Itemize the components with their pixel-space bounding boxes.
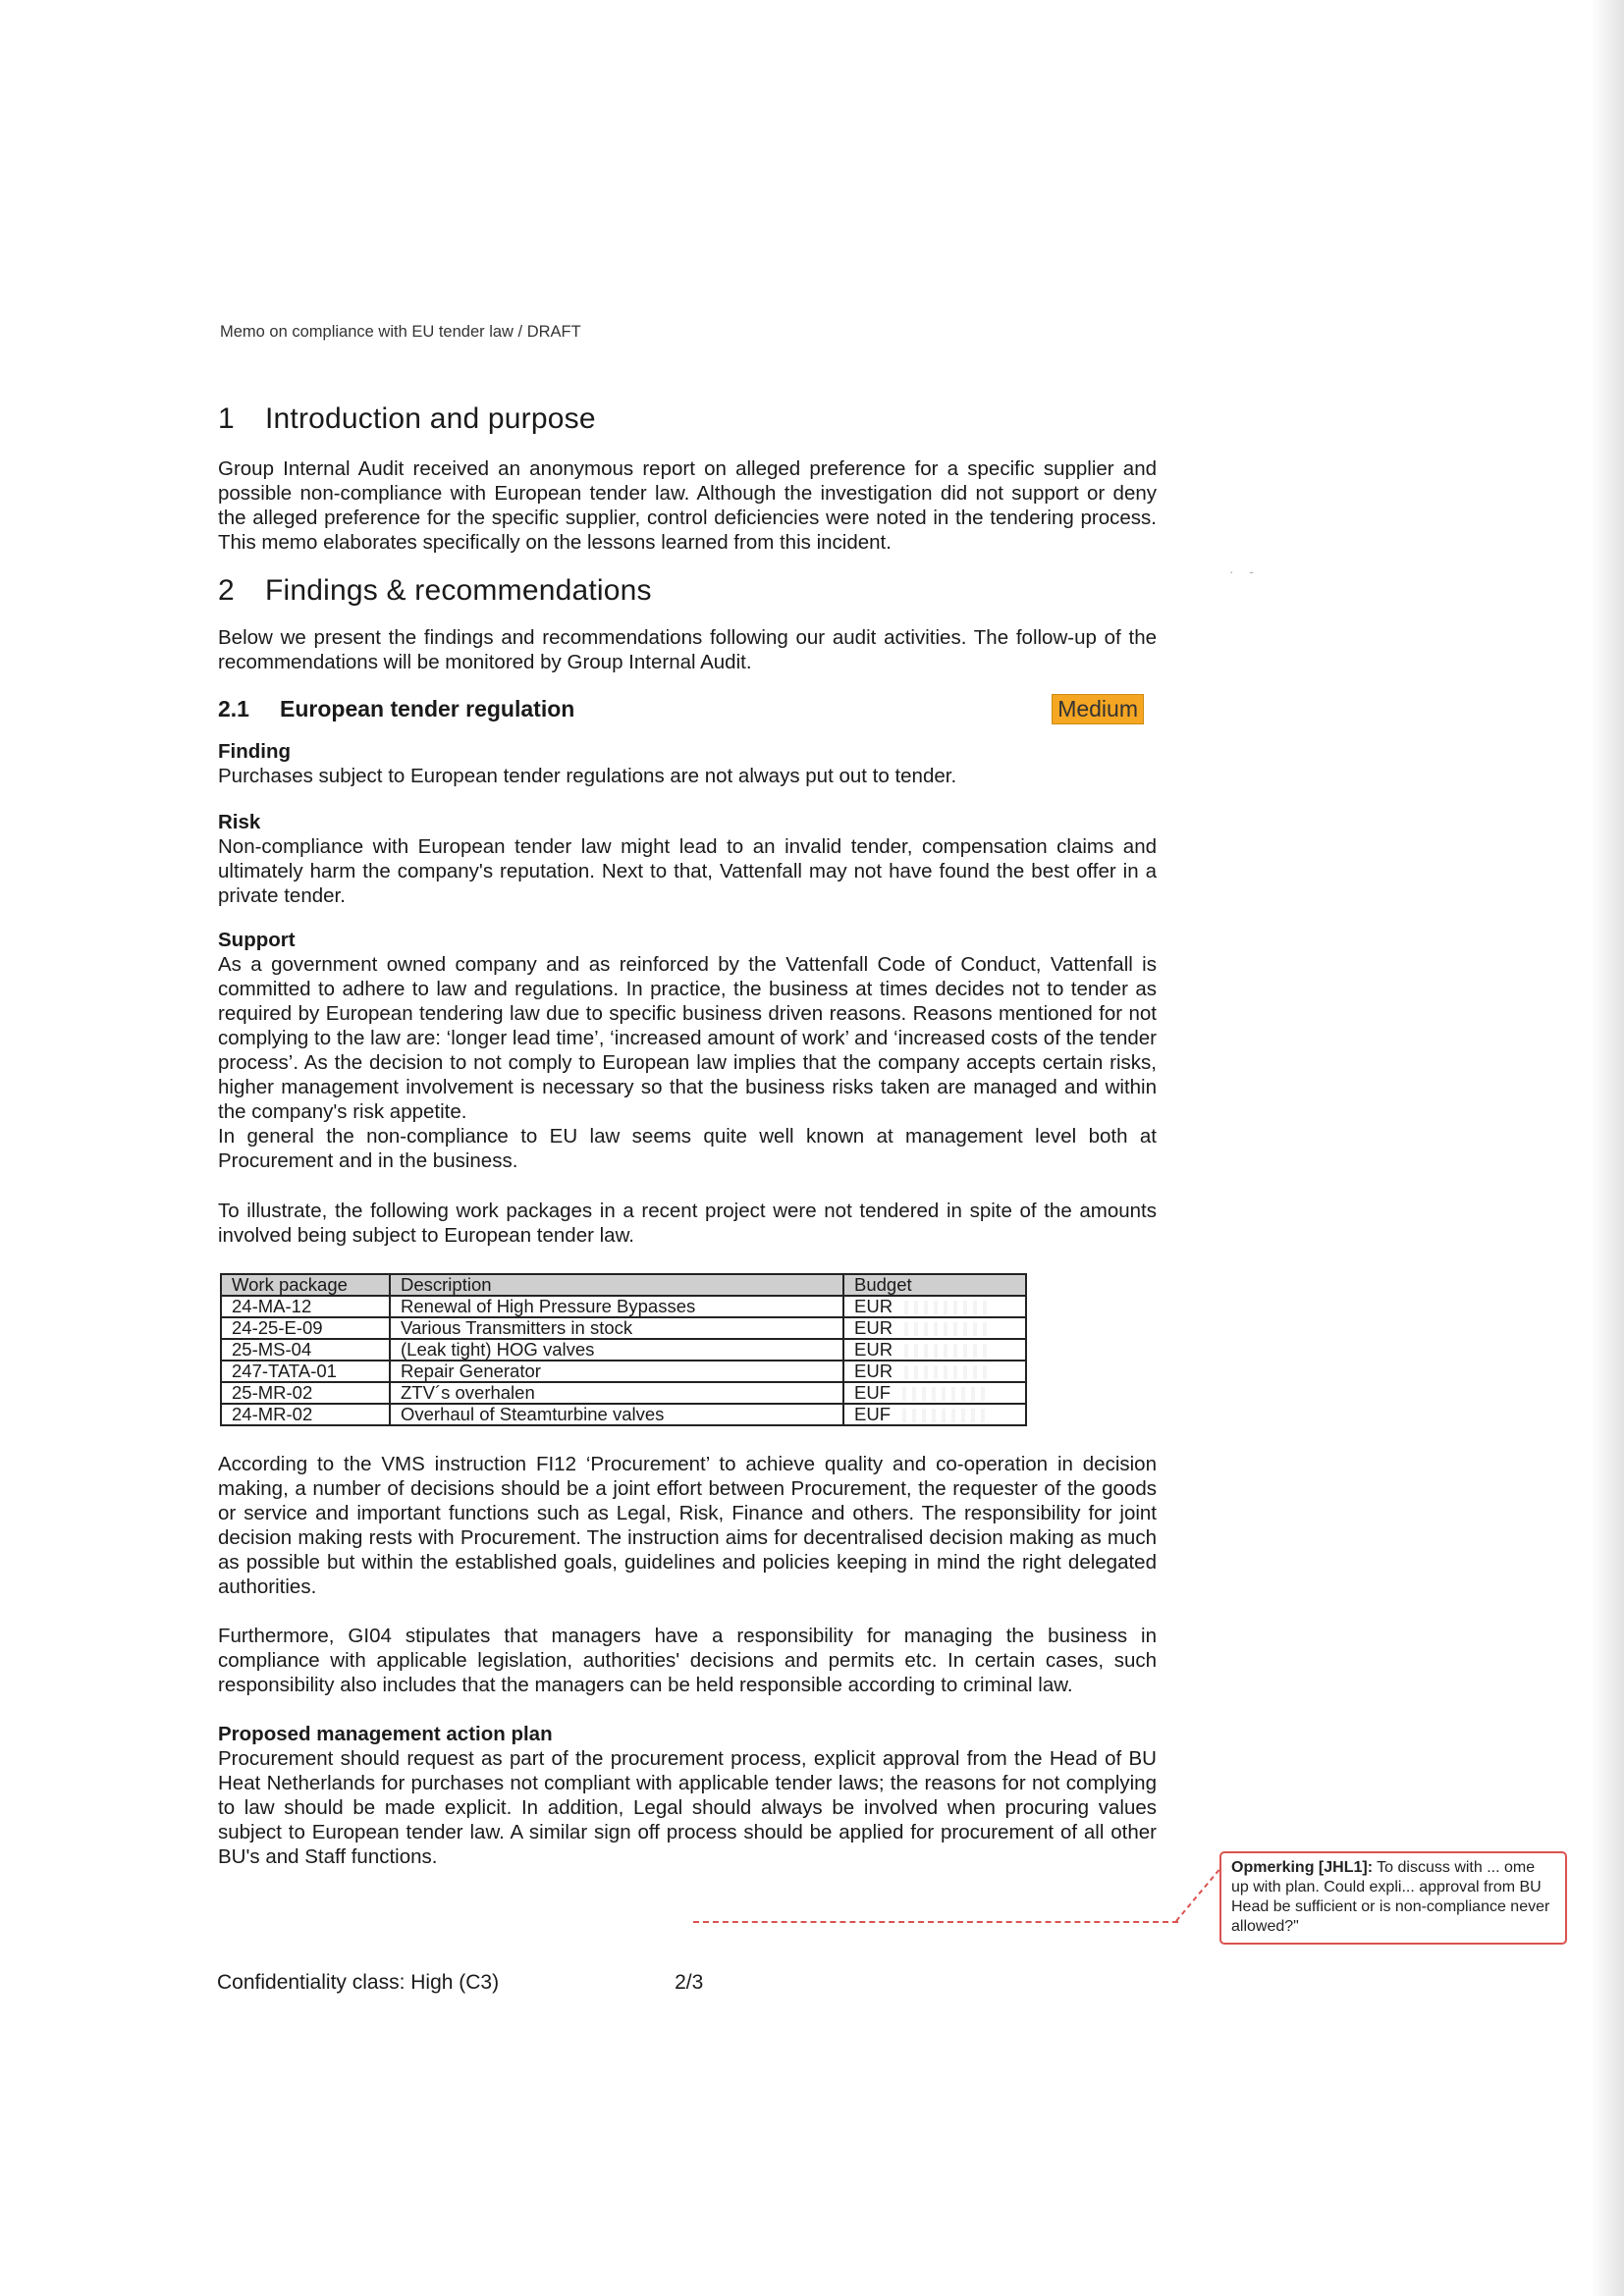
work-package-cell: 25-MR-02 [221, 1382, 390, 1404]
support-text-continued: In general the non-compliance to EU law seems quite well known at management level both at Procurement and in the business. [218, 1125, 1157, 1172]
description-cell: ZTV´s overhalen [390, 1382, 843, 1404]
action-plan-text: Procurement should request as part of the procurement process, explicit approval from the Head of BU Heat Netherlands for purchases not compliant with applicable tender laws; the reasons for not complying to law should be made explicit. In addition, Legal should always be involved when procuring values subject to European tender law. A similar sign off process should be applied for procurement of all other BU's and Staff functions. [218, 1747, 1157, 1868]
section-number: 1 [218, 402, 235, 435]
work-package-table [220, 1273, 1027, 1426]
description-cell: Various Transmitters in stock [390, 1317, 843, 1339]
redacted-amount [896, 1409, 990, 1422]
risk-text: Non-compliance with European tender law might lead to an invalid tender, compensation claims and ultimately harm the company's reputation. Next to that, Vattenfall may not have found the best offer in a private tender. [218, 835, 1157, 907]
review-comment[interactable] [1219, 1851, 1567, 1945]
finding-text: Purchases subject to European tender regulations are not always put out to tender. [218, 765, 957, 787]
section-title: Introduction and purpose [265, 402, 596, 435]
page-edge-shadow [1591, 0, 1624, 2296]
table-row [221, 1339, 1026, 1361]
redacted-amount [898, 1322, 992, 1336]
budget-currency: EUR [854, 1361, 893, 1381]
page-footer [217, 1971, 703, 1995]
budget-currency: EUF [854, 1382, 891, 1403]
memo-body [218, 393, 1157, 1869]
table-row [221, 1296, 1026, 1317]
budget-cell [843, 1382, 1026, 1404]
comment-connector-line [1174, 1865, 1223, 1922]
budget-cell [843, 1339, 1026, 1361]
section-number: 2 [218, 574, 235, 607]
budget-cell [843, 1404, 1026, 1425]
running-header: Memo on compliance with EU tender law / DRAFT [220, 323, 581, 341]
page-number: 2/3 [675, 1971, 704, 1994]
budget-cell [843, 1361, 1026, 1382]
illustrate-paragraph: To illustrate, the following work packages in a recent project were not tendered in spite of the amounts involved being subject to European tender law. [218, 1200, 1157, 1247]
budget-cell [843, 1317, 1026, 1339]
action-plan-heading: Proposed management action plan [218, 1723, 553, 1745]
section-2-heading [218, 574, 1157, 608]
section-1-heading [218, 402, 1157, 436]
rating-badge: Medium [1052, 694, 1144, 724]
comment-anchor-line [693, 1921, 1178, 1923]
budget-currency: EUR [854, 1296, 893, 1316]
redacted-amount [898, 1344, 992, 1358]
budget-currency: EUF [854, 1404, 891, 1424]
work-package-cell: 25-MS-04 [221, 1339, 390, 1361]
comment-author-label: Opmerking [JHL1]: [1231, 1859, 1374, 1876]
redacted-amount [896, 1387, 990, 1401]
support-heading: Support [218, 929, 296, 951]
scan-artifact: · - [1229, 563, 1254, 579]
redacted-amount [898, 1301, 992, 1314]
table-row [221, 1317, 1026, 1339]
column-header: Description [390, 1274, 843, 1296]
comment-text: To discuss with ... ome up with plan. Could expli... approval from BU Head be sufficient or is non-compliance never allowed?" [1231, 1859, 1550, 1935]
budget-currency: EUR [854, 1339, 893, 1360]
gi04-paragraph: Furthermore, GI04 stipulates that managers have a responsibility for managing the business in compliance with applicable legislation, authorities' decisions and permits etc. In certain cases, such responsibility also includes that the managers can be held responsible according to criminal law. [218, 1625, 1157, 1696]
budget-currency: EUR [854, 1317, 893, 1338]
budget-cell [843, 1296, 1026, 1317]
work-package-cell: 24-MR-02 [221, 1404, 390, 1425]
risk-heading: Risk [218, 811, 261, 833]
work-package-cell: 24-25-E-09 [221, 1317, 390, 1339]
subsection-2-1-heading [218, 692, 1157, 725]
table-row [221, 1382, 1026, 1404]
confidentiality-class: Confidentiality class: High (C3) [217, 1971, 500, 1994]
subsection-title: European tender regulation [280, 695, 575, 721]
description-cell: Overhaul of Steamturbine valves [390, 1404, 843, 1425]
work-package-cell: 247-TATA-01 [221, 1361, 390, 1382]
vms-instruction-paragraph: According to the VMS instruction FI12 ‘Procurement’ to achieve quality and co-operation in decision making, a number of decisions should be a joint effort between Procurement, the requester of the goods or service and important functions such as Legal, Risk, Finance and others. The responsibility for joint decision making rests with Procurement. The instruction aims for decentralised decision making as much as possible but within the established goals, guidelines and policies keeping in mind the right delegated authorities. [218, 1453, 1157, 1598]
finding-heading: Finding [218, 740, 292, 763]
work-package-cell: 24-MA-12 [221, 1296, 390, 1317]
column-header: Budget [843, 1274, 1026, 1296]
findings-intro-paragraph: Below we present the findings and recommendations following our audit activities. The follow-up of the recommendations will be monitored by Group Internal Audit. [218, 626, 1157, 673]
description-cell: Renewal of High Pressure Bypasses [390, 1296, 843, 1317]
section-title: Findings & recommendations [265, 574, 652, 607]
column-header: Work package [221, 1274, 390, 1296]
description-cell: (Leak tight) HOG valves [390, 1339, 843, 1361]
table-header-row [221, 1274, 1026, 1296]
redacted-amount [898, 1365, 992, 1379]
table-row [221, 1361, 1026, 1382]
support-text: As a government owned company and as reinforced by the Vattenfall Code of Conduct, Vattenfall is committed to adhere to law and regulations. In practice, the business at times decides not to tender as required by European tendering law due to specific business driven reasons. Reasons mentioned for not complying to the law are: ‘longer lead time’, ‘increased amount of work’ and ‘increased costs of the tender process’. As the decision to not comply to European law implies that the company accepts certain risks, higher management involvement is necessary so that the business risks taken are managed and within the company's risk appetite. [218, 953, 1157, 1123]
intro-paragraph: Group Internal Audit received an anonymous report on alleged preference for a specific supplier and possible non-compliance with European tender law. Although the investigation did not support or deny the alleged preference for the specific supplier, control deficiencies were noted in the tendering process. This memo elaborates specifically on the lessons learned from this incident. [218, 457, 1157, 554]
table-row [221, 1404, 1026, 1425]
subsection-number: 2.1 [218, 695, 249, 721]
description-cell: Repair Generator [390, 1361, 843, 1382]
